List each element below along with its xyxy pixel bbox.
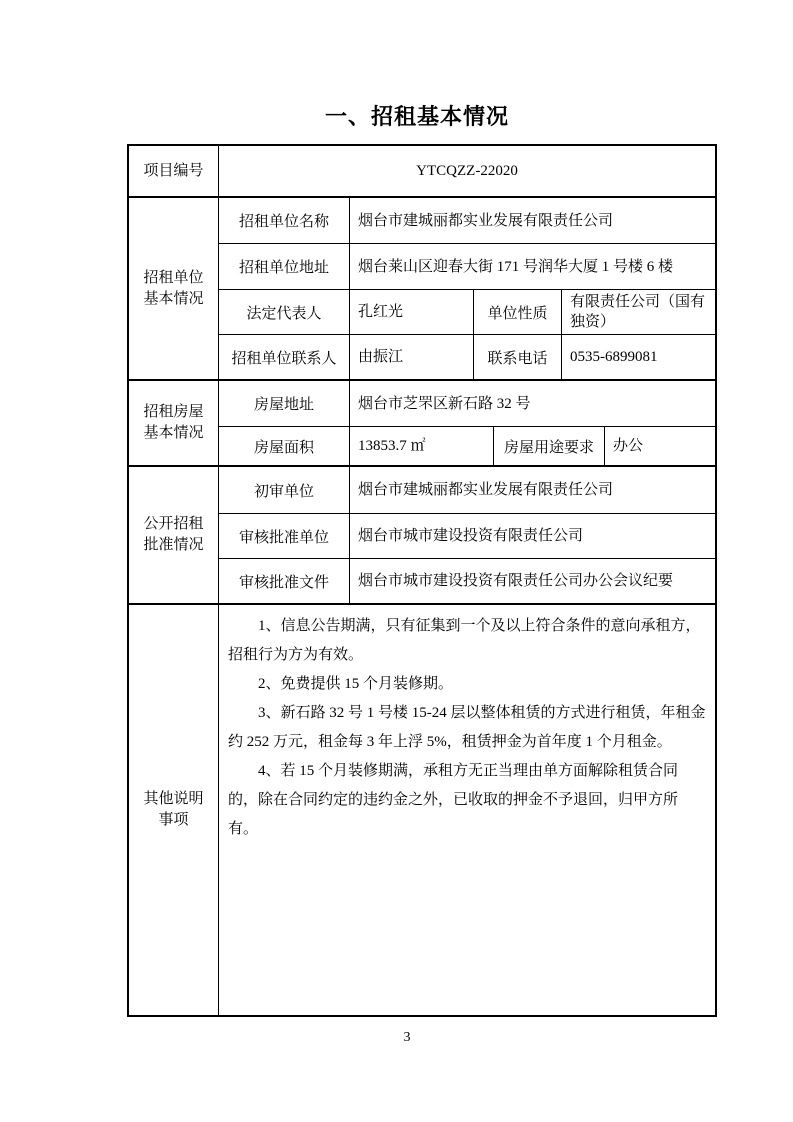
section-other-notes bbox=[129, 603, 715, 1015]
section-approval-rows bbox=[219, 467, 715, 603]
note-paragraph: 4、若 15 个月装修期满，承租方无正当理由单方面解除租赁合同的，除在合同约定的违约金之外，已收取的押金不予退回，归甲方所有。 bbox=[228, 763, 679, 837]
section-header-line: 事项 bbox=[158, 812, 189, 828]
initial-review-unit-value: 烟台市建城丽都实业发展有限责任公司 bbox=[358, 482, 614, 498]
section-house-header bbox=[129, 381, 219, 465]
table-row bbox=[219, 243, 715, 289]
section-approval-header bbox=[129, 467, 219, 603]
initial-review-unit-label: 初审单位 bbox=[219, 467, 350, 513]
contact-phone-value: 0535-6899081 bbox=[570, 349, 658, 365]
unit-contact-value: 由振江 bbox=[350, 335, 474, 379]
table-row bbox=[219, 513, 715, 558]
unit-name-label: 招租单位名称 bbox=[219, 198, 350, 243]
approval-document-label: 审核批准文件 bbox=[219, 559, 350, 603]
section-header-line: 其他说明 bbox=[143, 791, 204, 807]
section-unit-header bbox=[129, 198, 219, 379]
table-row bbox=[129, 146, 715, 196]
house-usage-label: 房屋用途要求 bbox=[494, 427, 605, 465]
section-header-line: 基本情况 bbox=[143, 425, 204, 441]
approval-unit-value: 烟台市城市建设投资有限责任公司 bbox=[358, 528, 584, 544]
table-row bbox=[219, 381, 715, 426]
table-row bbox=[219, 334, 715, 379]
unit-nature-label: 单位性质 bbox=[474, 290, 562, 334]
project-number-label: 项目编号 bbox=[129, 146, 219, 196]
table-row bbox=[219, 426, 715, 465]
unit-address-value: 烟台莱山区迎春大街 171 号润华大厦 1 号楼 6 楼 bbox=[358, 258, 674, 275]
house-address-label: 房屋地址 bbox=[219, 381, 350, 426]
page-title: 一、招租基本情况 bbox=[324, 104, 509, 129]
note-paragraph: 2、免费提供 15 个月装修期。 bbox=[258, 676, 454, 692]
house-area-value: 13853.7 ㎡ bbox=[350, 427, 494, 465]
note-paragraph: 1、信息公告期满，只有征集到一个及以上符合条件的意向承租方，招租行为方为有效。 bbox=[228, 618, 701, 663]
contact-phone-label: 联系电话 bbox=[474, 335, 562, 379]
section-unit-info bbox=[129, 196, 715, 379]
section-header-line: 批准情况 bbox=[143, 537, 204, 553]
section-header-line: 招租单位 bbox=[143, 269, 204, 286]
project-number-value: YTCQZZ-22020 bbox=[416, 163, 518, 179]
notes-text bbox=[219, 605, 715, 1015]
rental-info-table bbox=[127, 144, 717, 1017]
section-header-line: 公开招租 bbox=[143, 516, 204, 532]
unit-address-label: 招租单位地址 bbox=[219, 244, 350, 289]
section-house-rows bbox=[219, 381, 715, 465]
note-paragraph: 3、新石路 32 号 1 号楼 15-24 层以整体租赁的方式进行租赁，年租金约 252 万元，租金每 3 年上浮 5%，租赁押金为首年度 1 个月租金。 bbox=[228, 705, 706, 750]
section-header-line: 招租房屋 bbox=[143, 404, 204, 420]
section-house-info bbox=[129, 379, 715, 465]
section-notes-header bbox=[129, 605, 219, 1015]
house-usage-value: 办公 bbox=[613, 438, 644, 454]
approval-unit-label: 审核批准单位 bbox=[219, 514, 350, 558]
table-row bbox=[219, 289, 715, 334]
approval-document-value: 烟台市城市建设投资有限责任公司办公会议纪要 bbox=[358, 573, 674, 589]
page-number: 3 bbox=[403, 1030, 411, 1045]
section-header-line: 基本情况 bbox=[143, 290, 204, 307]
house-address-value: 烟台市芝罘区新石路 32 号 bbox=[358, 395, 531, 412]
table-row bbox=[219, 198, 715, 243]
table-row bbox=[219, 558, 715, 603]
section-approval-info bbox=[129, 465, 715, 603]
legal-representative-label: 法定代表人 bbox=[219, 290, 350, 334]
unit-name-value: 烟台市建城丽都实业发展有限责任公司 bbox=[358, 212, 614, 229]
section-unit-rows bbox=[219, 198, 715, 379]
unit-nature-value: 有限责任公司（国有独资） bbox=[570, 294, 706, 330]
unit-contact-label: 招租单位联系人 bbox=[219, 335, 350, 379]
table-row bbox=[219, 467, 715, 513]
legal-representative-value: 孔红光 bbox=[350, 290, 474, 334]
house-area-label: 房屋面积 bbox=[219, 427, 350, 465]
